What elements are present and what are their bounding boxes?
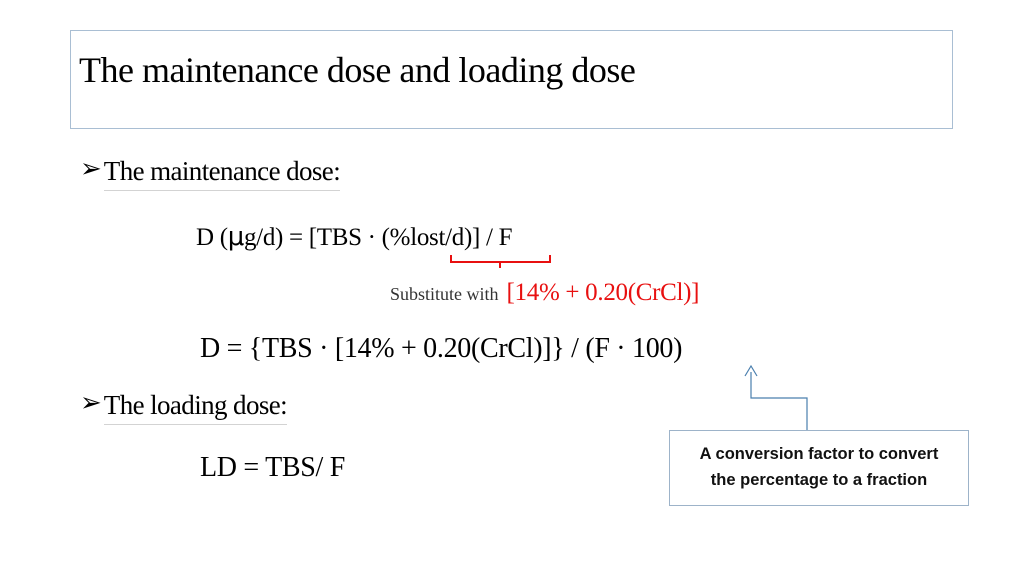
loading-dose-formula: LD = TBS/ F	[200, 452, 346, 483]
annotation-line-2: the percentage to a fraction	[710, 471, 928, 489]
bullet-loading-label: The loading dose:	[104, 390, 287, 425]
substitute-value: [14% + 0.20(CrCl)]	[506, 279, 700, 306]
annotation-line-1: A conversion factor to convert	[699, 445, 939, 464]
bullet-maintenance-label: The maintenance dose:	[104, 156, 340, 191]
formula-rest: g/d) = [TBS · (%lost/d)] / F	[243, 224, 513, 251]
arrow-bullet-icon: ➢	[80, 154, 102, 184]
formula-prefix: D (	[196, 224, 228, 251]
dose-formula: D = {TBS · [14% + 0.20(CrCl)]} / (F · 100)	[200, 333, 683, 364]
arrow-bullet-icon: ➢	[80, 388, 102, 418]
red-bracket	[451, 255, 550, 268]
mu-symbol: μ	[227, 222, 244, 252]
substitute-label: Substitute with	[390, 284, 499, 304]
annotation-connector	[751, 372, 807, 430]
slide-title: The maintenance dose and loading dose	[79, 50, 636, 90]
